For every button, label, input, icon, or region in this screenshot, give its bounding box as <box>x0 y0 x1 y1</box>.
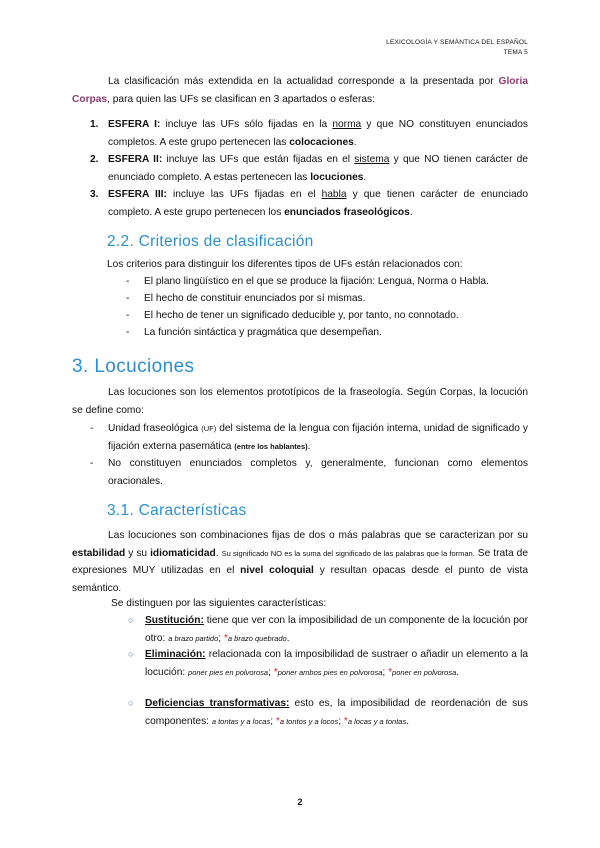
criteria-item: El hecho de constituir enunciados por sí mismas. <box>144 293 366 304</box>
running-header <box>386 38 528 58</box>
sphere-number: 1. <box>90 119 99 130</box>
page-number: 2 <box>297 797 303 807</box>
intro-paragraph: La clasificación más extendida en la actualidad corresponde a la presentada por Gloria Corpas, para quien las UFs se clasifican en 3 apartados o esferas: <box>72 76 528 105</box>
sphere-number: 3. <box>90 189 99 200</box>
locution-definition-intro: Las locuciones son los elementos prototípicos de la fraseología. Según Corpas, la locución se define como: <box>72 387 528 416</box>
bullet-circle: ○ <box>128 698 134 708</box>
list-dash: - <box>126 327 130 338</box>
header-topic: TEMA 5 <box>503 49 528 56</box>
bullet-circle: ○ <box>128 649 134 659</box>
section-heading-3: 3. Locuciones <box>72 356 195 377</box>
bullet-circle: ○ <box>128 615 134 625</box>
header-subject: LEXICOLOGÍA Y SEMÁNTICA DEL ESPAÑOL <box>386 39 528 46</box>
list-dash: - <box>90 423 94 434</box>
sphere-item: ESFERA II: incluye las UFs que están fijadas en el sistema y que NO tienen carácter de enunciado completo. A estas pertenecen las locuciones. <box>108 154 529 183</box>
sphere-item: ESFERA I: incluye las UFs sólo fijadas en la norma y que NO constituyen enunciados completos. A este grupo pertenecen las colocaciones. <box>108 119 529 148</box>
characteristic-item: Sustitución: tiene que ver con la imposibilidad de un componente de la locución por otro: a brazo partido; *a brazo quebrado. <box>145 615 528 644</box>
criteria-item: El hecho de tener un significado deducible y, por tanto, no connotado. <box>144 310 459 321</box>
sphere-number: 2. <box>90 154 99 165</box>
characteristic-item: Eliminación: relacionada con la imposibilidad de sustraer o añadir un elemento a la locución: poner pies en polvorosa; *poner ambos pies en polvorosa; *poner en polvorosa. <box>145 649 528 678</box>
definition-item: No constituyen enunciados completos y, generalmente, funcionan como elementos oracionales. <box>108 458 528 487</box>
criteria-item: El plano lingüístico en el que se produce la fijación: Lengua, Norma o Habla. <box>144 276 489 287</box>
author-name: Gloria Corpas <box>72 76 528 105</box>
list-dash: - <box>126 276 130 287</box>
sphere-item: ESFERA III: incluye las UFs fijadas en el habla y que tienen carácter de enunciado completo. A este grupo pertenecen los enunciados fraseológicos. <box>108 189 528 218</box>
criteria-intro: Los criterios para distinguir los diferentes tipos de UFs están relacionados con: <box>107 259 463 270</box>
list-dash: - <box>126 293 130 304</box>
characteristics-intro: Se distinguen por las siguientes características: <box>111 598 327 609</box>
characteristics-paragraph: Las locuciones son combinaciones fijas de dos o más palabras que se caracterizan por su estabilidad y su idiomaticidad. Su significado NO es la suma del significado de las palabras que la forman. Se trata de expresiones MUY utilizadas en el nivel coloquial y resultan opacas desde el punto de vista semántico. <box>72 530 528 594</box>
section-heading-3-1: 3.1. Características <box>107 502 247 519</box>
criteria-item: La función sintáctica y pragmática que desempeñan. <box>144 327 382 338</box>
section-heading-2-2: 2.2. Criterios de clasificación <box>107 233 314 250</box>
characteristic-item: Deficiencias transformativas: esto es, la imposibilidad de reordenación de sus componentes: a tontas y a locas; *a tontos y a locos; *a locas y a tontas. <box>145 698 528 727</box>
list-dash: - <box>90 458 94 469</box>
definition-item: Unidad fraseológica (UF) del sistema de la lengua con fijación interna, unidad de significado y fijación externa pasemática (entre los hablantes). <box>108 423 528 452</box>
list-dash: - <box>126 310 130 321</box>
